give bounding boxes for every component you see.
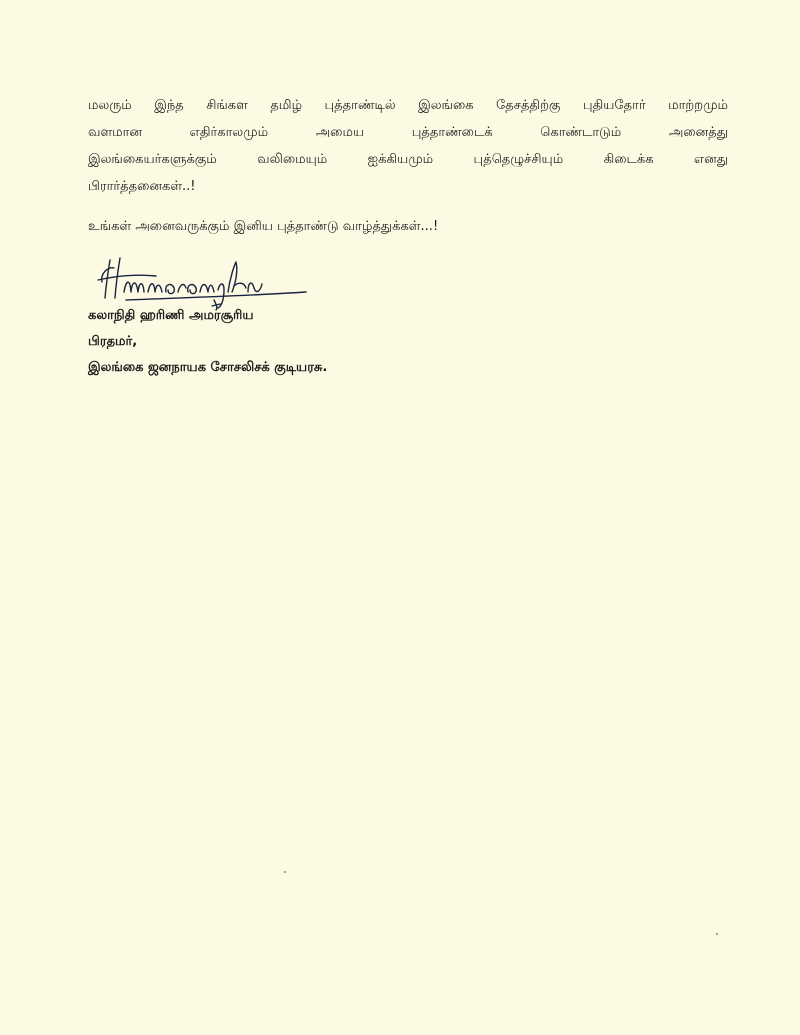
handwritten-signature bbox=[96, 252, 316, 312]
signatory-country: இலங்கை ஜனநாயக சோசலிசக் குடியரசு. bbox=[88, 360, 328, 375]
paper-speck bbox=[284, 871, 286, 873]
signatory-title: பிரதமர், bbox=[88, 334, 138, 349]
body-line: மலரும் இந்த சிங்கள தமிழ் புத்தாண்டில் இலங்கை தேசத்திற்கு புதியதோர் மாற்றமும் bbox=[88, 98, 728, 113]
body-line: வளமான எதிர்காலமும் அமைய புத்தாண்டைக் கொண்டாடும் அனைத்து bbox=[88, 125, 728, 140]
paper-speck bbox=[716, 933, 718, 935]
body-line: இலங்கையர்களுக்கும் வலிமையும் ஐக்கியமும் புத்தெழுச்சியும் கிடைக்க எனது bbox=[88, 152, 728, 167]
body-line: பிரார்த்தனைகள்..! bbox=[88, 179, 196, 194]
letter-body-paragraph bbox=[88, 92, 728, 200]
new-year-greeting: உங்கள் அனைவருக்கும் இனிய புத்தாண்டு வாழ்த்துக்கள்...! bbox=[88, 219, 439, 234]
signatory-name: கலாநிதி ஹரிணி அமரசூரிய bbox=[88, 308, 254, 323]
